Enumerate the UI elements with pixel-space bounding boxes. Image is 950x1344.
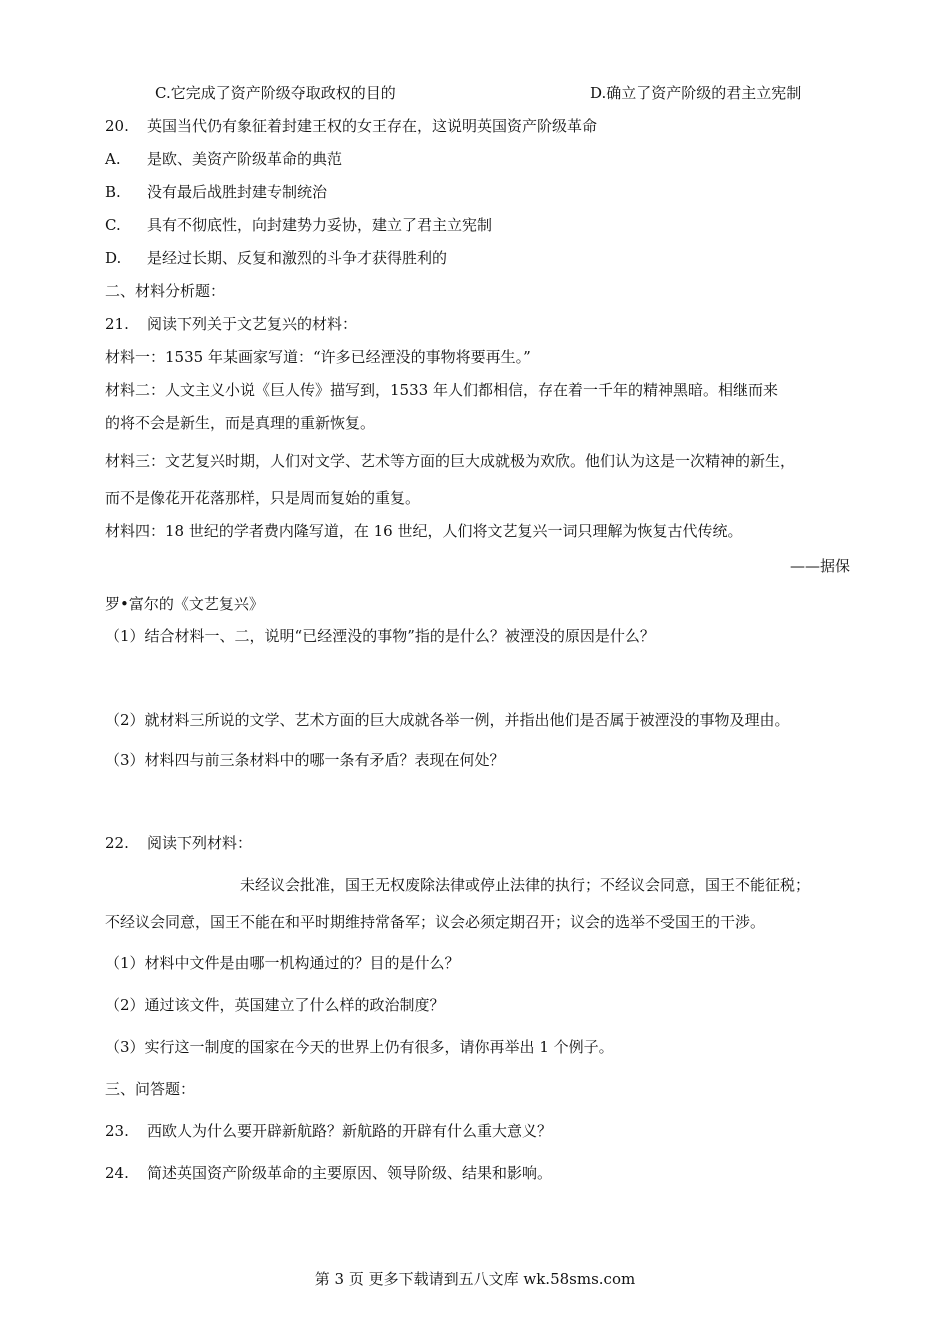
- q21-subquestion-3: （3）材料四与前三条材料中的哪一条有矛盾？表现在何处？: [105, 751, 505, 769]
- q21-material-2-line1: 材料二：人文主义小说《巨人传》描写到，1533 年人们都相信，存在着一千年的精神黑暗。相继而来: [105, 381, 778, 399]
- q22-material-line2: 不经议会同意，国王不能在和平时期维持常备军；议会必须定期召开；议会的选举不受国王的干涉。: [105, 913, 766, 931]
- q22-number: 22.: [105, 834, 129, 852]
- q20-stem-text: 英国当代仍有象征着封建王权的女王存在，这说明英国资产阶级革命: [147, 117, 598, 135]
- q22-subquestion-1: （1）材料中文件是由哪一机构通过的？目的是什么？: [105, 954, 460, 972]
- option-label: C.: [105, 216, 121, 234]
- q21-material-3-line1: 材料三：文艺复兴时期，人们对文学、艺术等方面的巨大成就极为欢欣。他们认为这是一次精神的新生，: [105, 452, 796, 470]
- q24-text: 简述英国资产阶级革命的主要原因、领导阶级、结果和影响。: [147, 1164, 553, 1182]
- q22-stem-text: 阅读下列材料：: [147, 834, 253, 852]
- q24: [105, 1163, 552, 1183]
- section-3-title: 三、问答题：: [105, 1080, 196, 1098]
- option-text: 是欧、美资产阶级革命的典范: [147, 150, 343, 168]
- option-label: A.: [105, 150, 121, 168]
- q24-number: 24.: [105, 1164, 129, 1182]
- q21-stem-text: 阅读下列关于文艺复兴的材料：: [147, 315, 358, 333]
- q21-source-line2: 罗•富尔的《文艺复兴》: [105, 595, 264, 613]
- q20-option-b: [105, 182, 327, 202]
- option-text: 具有不彻底性，向封建势力妥协，建立了君主立宪制: [147, 216, 493, 234]
- q19-option-d: D.确立了资产阶级的君主立宪制: [590, 84, 802, 102]
- q23-number: 23.: [105, 1122, 129, 1140]
- q21-subquestion-2: （2）就材料三所说的文学、艺术方面的巨大成就各举一例，并指出他们是否属于被湮没的事物及理由。: [105, 711, 790, 729]
- q20-option-c: [105, 215, 492, 235]
- q21-material-2-line2: 的将不会是新生，而是真理的重新恢复。: [105, 414, 376, 432]
- option-label: D.: [105, 249, 122, 267]
- q20-number: 20.: [105, 117, 129, 135]
- q20-option-a: [105, 149, 342, 169]
- q19-option-c: C.它完成了资产阶级夺取政权的目的: [155, 84, 396, 102]
- option-text: 没有最后战胜封建专制统治: [147, 183, 328, 201]
- q21-number: 21.: [105, 315, 129, 333]
- q21-material-3-line2: 而不是像花开花落那样，只是周而复始的重复。: [105, 489, 421, 507]
- q22-material-line1: 未经议会批准，国王无权废除法律或停止法律的执行；不经议会同意，国王不能征税；: [240, 876, 811, 894]
- q21-subquestion-1: （1）结合材料一、二，说明“已经湮没的事物”指的是什么？被湮没的原因是什么？: [105, 627, 655, 645]
- option-text: 是经过长期、反复和激烈的斗争才获得胜利的: [147, 249, 448, 267]
- q22-subquestion-2: （2）通过该文件，英国建立了什么样的政治制度？: [105, 996, 445, 1014]
- q21-material-1: 材料一：1535 年某画家写道：“许多已经湮没的事物将要再生。”: [105, 348, 531, 366]
- option-label: B.: [105, 183, 121, 201]
- page-footer: 第 3 页 更多下载请到五八文库 wk.58sms.com: [314, 1270, 636, 1288]
- q22-stem: [105, 833, 252, 853]
- q23-text: 西欧人为什么要开辟新航路？新航路的开辟有什么重大意义？: [147, 1122, 553, 1140]
- q23: [105, 1121, 552, 1141]
- q21-stem: [105, 314, 357, 334]
- q21-material-4: 材料四：18 世纪的学者费内隆写道，在 16 世纪，人们将文艺复兴一词只理解为恢复古代传统。: [105, 522, 743, 540]
- section-2-title: 二、材料分析题：: [105, 282, 226, 300]
- q20-stem: [105, 116, 597, 136]
- q21-source-line1: ——据保: [790, 557, 851, 575]
- q22-subquestion-3: （3）实行这一制度的国家在今天的世界上仍有很多，请你再举出 1 个例子。: [105, 1038, 614, 1056]
- q20-option-d: [105, 248, 447, 268]
